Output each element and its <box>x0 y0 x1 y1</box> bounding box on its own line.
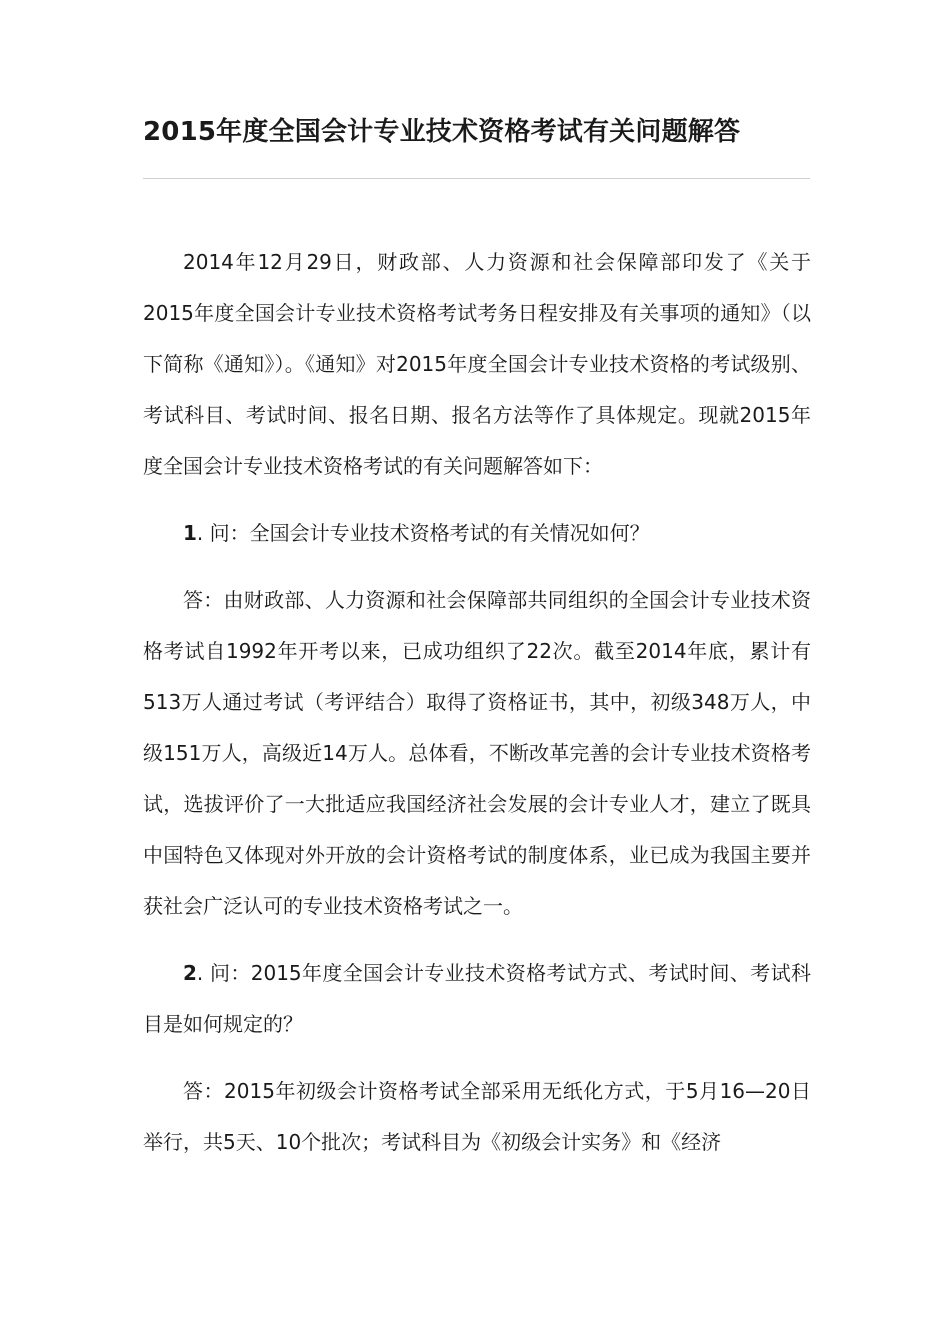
question-2-text: . 问：2015年度全国会计专业技术资格考试方式、考试时间、考试科目是如何规定的？ <box>143 961 811 1036</box>
question-1-text: . 问：全国会计专业技术资格考试的有关情况如何？ <box>196 521 650 545</box>
title-divider <box>143 178 810 179</box>
answer-2: 答：2015年初级会计资格考试全部采用无纸化方式，于5月16—20日举行，共5天、10个批次；考试科目为《初级会计实务》和《经济 <box>143 1079 811 1154</box>
question-1-number: 1 <box>183 521 197 545</box>
answer-1: 答：由财政部、人力资源和社会保障部共同组织的全国会计专业技术资格考试自1992年开考以来，已成功组织了22次。截至2014年底，累计有513万人通过考试（考评结合）取得了资格证书，其中，初级348万人，中级151万人，高级近14万人。总体看，不断改革完善的会计专业技术资格考试，选拔评价了一大批适应我国经济社会发展的会计专业人才，建立了既具中国特色又体现对外开放的会计资格考试的制度体系，业已成为我国主要并获社会广泛认可的专业技术资格考试之一。 <box>143 588 811 918</box>
question-2-number: 2 <box>183 961 197 985</box>
question-2 <box>143 948 811 1050</box>
intro-paragraph: 2014年12月29日，财政部、人力资源和社会保障部印发了《关于2015年度全国会计专业技术资格考试考务日程安排及有关事项的通知》（以下简称《通知》）。《通知》对2015年度全国会计专业技术资格的考试级别、考试科目、考试时间、报名日期、报名方法等作了具体规定。现就2015年度全国会计专业技术资格考试的有关问题解答如下： <box>143 250 811 478</box>
document-body <box>143 237 811 1184</box>
document-title: 2015年度全国会计专业技术资格考试有关问题解答 <box>143 117 741 147</box>
question-1 <box>143 508 811 559</box>
